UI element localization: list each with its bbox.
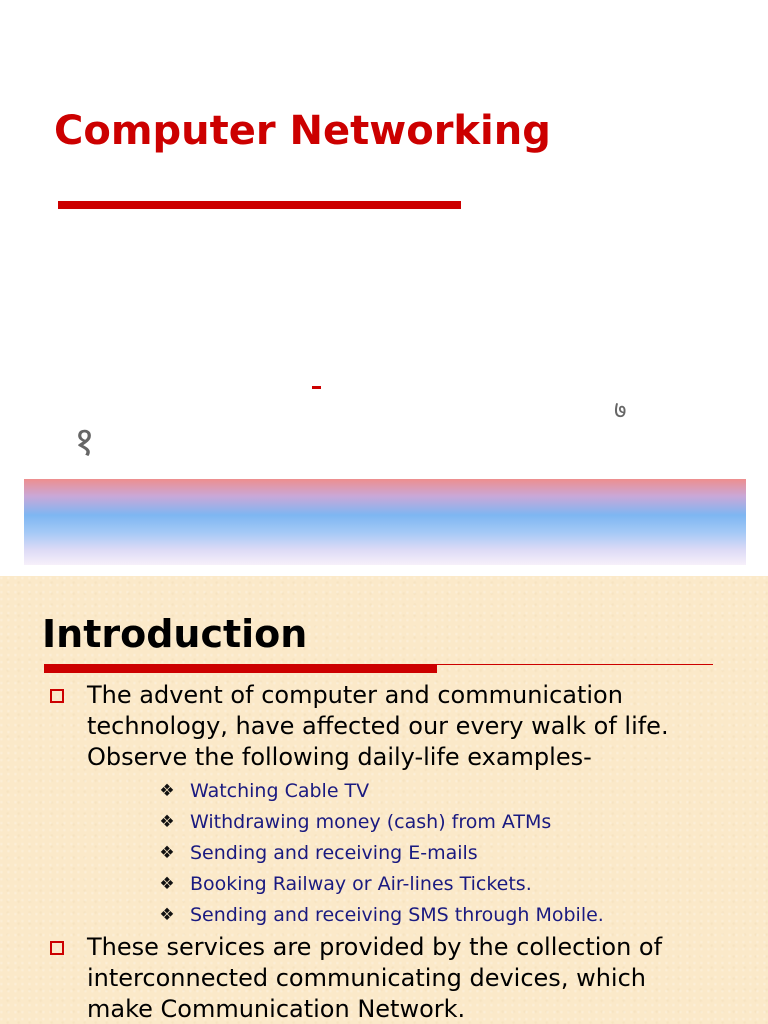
list-item-label: Sending and receiving E-mails (190, 841, 478, 864)
slide-heading: Introduction (42, 612, 308, 656)
four-diamond-icon: ❖ (159, 812, 175, 833)
list-item (158, 868, 758, 899)
bullet-text: The advent of computer and communication technology, have affected our every walk of life. Observe the following daily-life examples- (87, 681, 669, 771)
slide-introduction (0, 576, 768, 1024)
four-diamond-icon: ❖ (159, 781, 175, 802)
gradient-banner (24, 479, 746, 565)
list-item-label: Withdrawing money (cash) from ATMs (190, 811, 552, 834)
heading-underline-thick (44, 664, 437, 673)
list-item-label: Sending and receiving SMS through Mobile. (190, 903, 604, 926)
four-diamond-icon: ❖ (159, 904, 175, 925)
examples-list (158, 776, 758, 930)
hollow-square-icon (50, 689, 64, 703)
slide-title: Computer Networking (54, 108, 551, 154)
red-dash-mark (312, 386, 321, 389)
four-diamond-icon: ❖ (159, 873, 175, 894)
glyph-mark-right: ७ (614, 396, 627, 424)
title-underline (58, 201, 461, 209)
list-item (158, 838, 758, 869)
four-diamond-icon: ❖ (159, 842, 175, 863)
list-item (158, 776, 758, 807)
list-item (158, 899, 758, 930)
bullet-text: These services are provided by the collection of interconnected communicating devices, which make Communication Network. (87, 933, 663, 1023)
list-item-label: Booking Railway or Air-lines Tickets. (190, 872, 532, 895)
list-item-label: Watching Cable TV (190, 780, 370, 803)
hollow-square-icon (50, 941, 64, 955)
glyph-mark-left: १ (74, 419, 95, 465)
list-item (158, 807, 758, 838)
heading-underline-thin (437, 664, 713, 665)
